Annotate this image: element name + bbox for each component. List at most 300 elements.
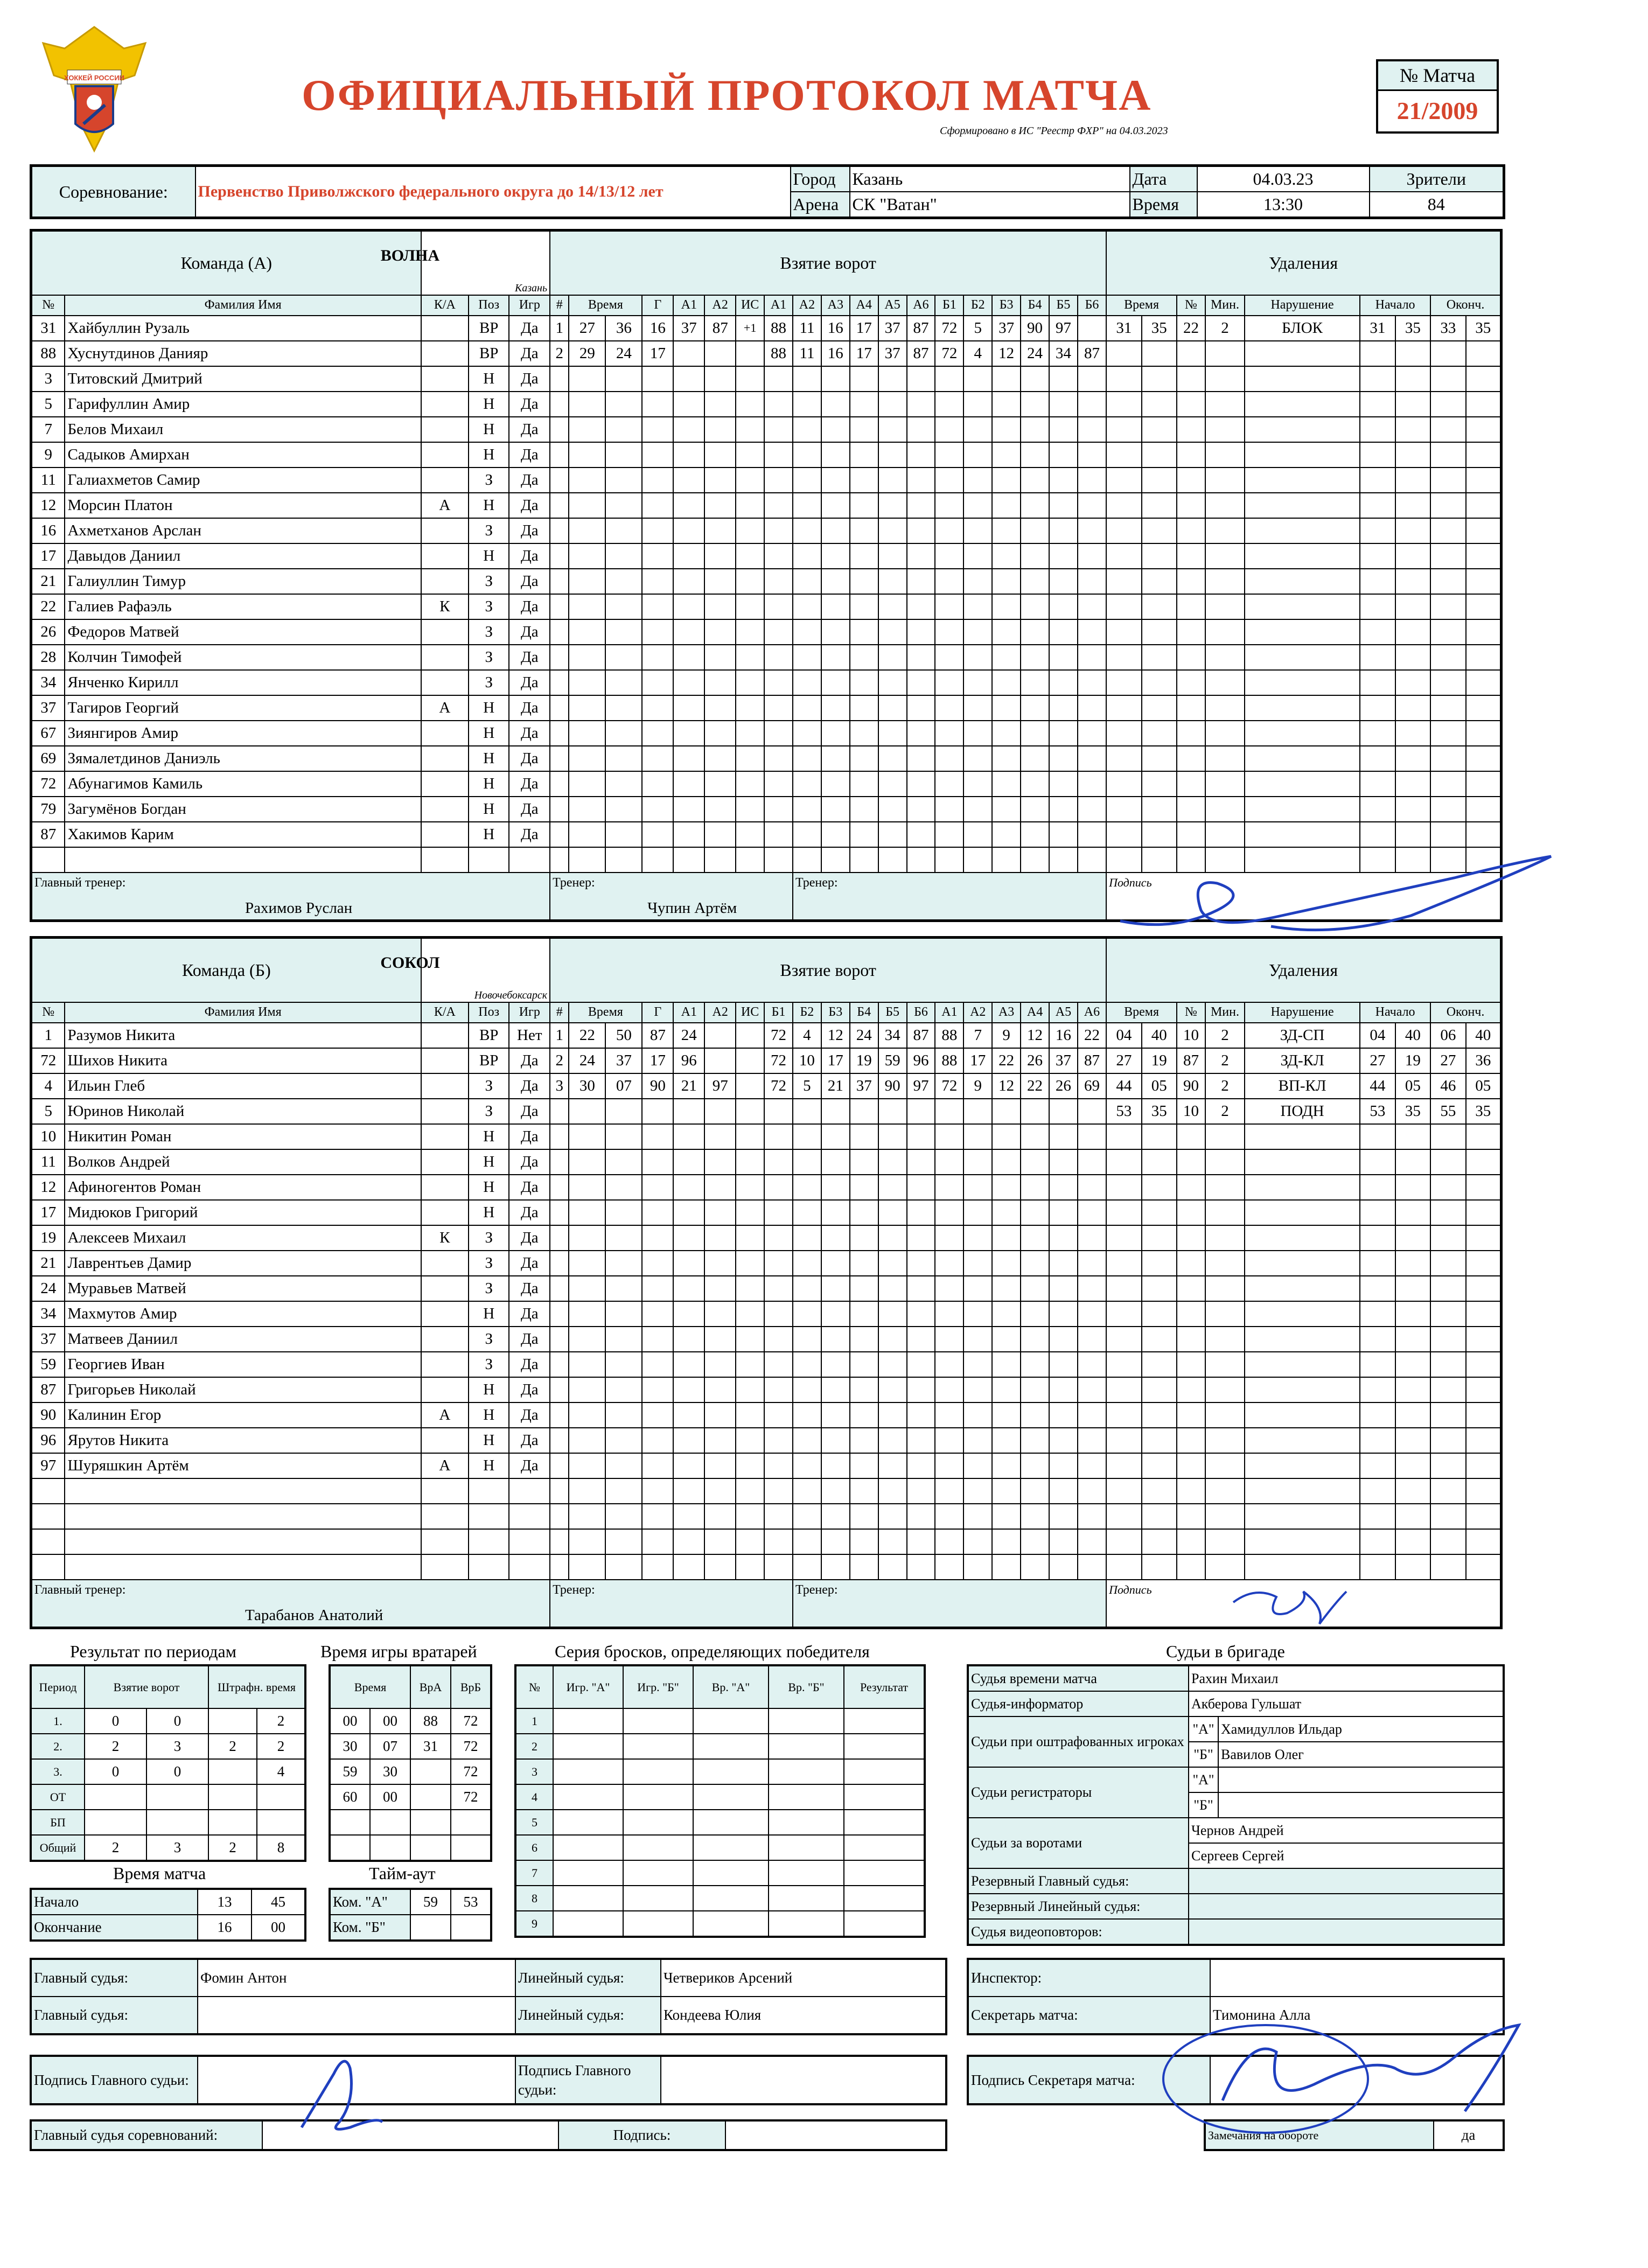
goal-empty-cell bbox=[1021, 467, 1049, 493]
shootout-row-number: 6 bbox=[515, 1835, 553, 1860]
player-name: Махмутов Амир bbox=[65, 1301, 421, 1327]
penalty-empty-cell bbox=[1177, 467, 1205, 493]
col-onice: А1 bbox=[764, 295, 793, 316]
player-row bbox=[31, 366, 1502, 392]
goal-empty-cell bbox=[673, 1099, 704, 1124]
player-row bbox=[31, 1251, 1502, 1276]
penalty-empty-cell bbox=[1430, 797, 1465, 822]
player-row bbox=[31, 670, 1502, 695]
goal-empty-cell bbox=[673, 1504, 704, 1529]
goal-empty-cell bbox=[1021, 771, 1049, 797]
timeout-b-second bbox=[451, 1915, 491, 1941]
player-position: Н bbox=[469, 1377, 509, 1402]
goal-empty-cell bbox=[673, 467, 704, 493]
player-captain bbox=[421, 1149, 469, 1175]
player-played: Да bbox=[509, 442, 550, 467]
goal-empty-cell bbox=[1078, 1529, 1106, 1554]
goal-situation bbox=[736, 1073, 764, 1099]
goals-header: Взятие ворот bbox=[550, 938, 1106, 1002]
goal-empty-cell bbox=[704, 366, 736, 392]
goal-empty-cell bbox=[878, 1327, 907, 1352]
reserve-linesman-name bbox=[1189, 1894, 1504, 1919]
goal-empty-cell bbox=[550, 1402, 569, 1428]
goal-empty-cell bbox=[963, 695, 992, 721]
goal-empty-cell bbox=[550, 619, 569, 645]
goal-empty-cell bbox=[821, 1149, 850, 1175]
goal-empty-cell bbox=[793, 1099, 821, 1124]
col-onice: Б4 bbox=[850, 1002, 878, 1023]
spectators-label: Зрители bbox=[1370, 166, 1504, 192]
goal-empty-cell bbox=[605, 746, 642, 771]
penalty-empty-cell bbox=[1360, 1301, 1395, 1327]
goalie-b-header: ВрБ bbox=[451, 1665, 491, 1708]
goal-onice-player: 16 bbox=[1049, 1023, 1078, 1048]
player-number: 11 bbox=[31, 467, 65, 493]
goal-empty-cell bbox=[704, 771, 736, 797]
penalty-empty-cell bbox=[1395, 619, 1430, 645]
penalty-minute: 04 bbox=[1106, 1023, 1141, 1048]
goal-empty-cell bbox=[1049, 1327, 1078, 1352]
goal-empty-cell bbox=[736, 822, 764, 847]
period-pim-b bbox=[257, 1810, 305, 1835]
timeout-a-second: 53 bbox=[451, 1889, 491, 1915]
goal-empty-cell bbox=[935, 1327, 963, 1352]
goal-empty-cell bbox=[569, 822, 605, 847]
goal-empty-cell bbox=[878, 467, 907, 493]
penalty-empty-cell bbox=[1466, 695, 1502, 721]
goal-empty-cell bbox=[764, 771, 793, 797]
penbox-a-name: Хамидуллов Ильдар bbox=[1218, 1716, 1504, 1742]
goal-empty-cell bbox=[1021, 645, 1049, 670]
goal-empty-cell bbox=[736, 1276, 764, 1301]
player-captain bbox=[421, 1175, 469, 1200]
period-goals-a bbox=[85, 1810, 146, 1835]
goal-empty-cell bbox=[878, 1175, 907, 1200]
goal-onice-player: 21 bbox=[821, 1073, 850, 1099]
goal-empty-cell bbox=[569, 1428, 605, 1453]
goal-empty-cell bbox=[673, 1149, 704, 1175]
goal-empty-cell bbox=[992, 670, 1021, 695]
player-played: Да bbox=[509, 1251, 550, 1276]
player-position bbox=[469, 847, 509, 873]
player-name: Гарифуллин Амир bbox=[65, 392, 421, 417]
period-pim-b: 8 bbox=[257, 1835, 305, 1861]
chief-signature-cell bbox=[725, 2120, 946, 2150]
goal-assist-2: 87 bbox=[704, 316, 736, 341]
goal-empty-cell bbox=[963, 1175, 992, 1200]
goal-empty-cell bbox=[1021, 417, 1049, 442]
goal-empty-cell bbox=[550, 518, 569, 543]
penalty-empty-cell bbox=[1106, 341, 1141, 366]
player-position: Н bbox=[469, 721, 509, 746]
player-position: Н bbox=[469, 771, 509, 797]
goal-scorer: 17 bbox=[642, 1048, 673, 1073]
goal-empty-cell bbox=[569, 417, 605, 442]
goal-empty-cell bbox=[878, 366, 907, 392]
goal-empty-cell bbox=[992, 1554, 1021, 1580]
goal-empty-cell bbox=[1049, 1529, 1078, 1554]
timeout-b-minute bbox=[410, 1915, 451, 1941]
penalty-empty-cell bbox=[1205, 1327, 1245, 1352]
goal-onice-player: 10 bbox=[793, 1048, 821, 1073]
goal-onice-player: 37 bbox=[878, 341, 907, 366]
player-row bbox=[31, 341, 1502, 366]
player-name: Загумёнов Богдан bbox=[65, 797, 421, 822]
goal-empty-cell bbox=[963, 1453, 992, 1478]
penalty-empty-cell bbox=[1430, 1276, 1465, 1301]
penalty-empty-cell bbox=[1245, 1504, 1360, 1529]
goal-empty-cell bbox=[569, 1402, 605, 1428]
goal-empty-cell bbox=[569, 1554, 605, 1580]
player-captain: А bbox=[421, 1453, 469, 1478]
goal-empty-cell bbox=[878, 1124, 907, 1149]
player-row bbox=[31, 1200, 1502, 1225]
penalty-empty-cell bbox=[1177, 695, 1205, 721]
goal-empty-cell bbox=[878, 619, 907, 645]
goal-onice-player: 90 bbox=[1021, 316, 1049, 341]
referee-signatures-table bbox=[30, 2055, 947, 2105]
penalty-empty-cell bbox=[1395, 341, 1430, 366]
head-coach-name: Тарабанов Анатолий bbox=[245, 1607, 383, 1624]
player-number: 24 bbox=[31, 1276, 65, 1301]
signature-label: Подпись bbox=[1109, 1582, 1152, 1596]
penalty-empty-cell bbox=[1142, 695, 1177, 721]
goal-empty-cell bbox=[878, 1200, 907, 1225]
penalty-empty-cell bbox=[1430, 1453, 1465, 1478]
goal-empty-cell bbox=[704, 1428, 736, 1453]
goal-empty-cell bbox=[605, 1402, 642, 1428]
goal-empty-cell bbox=[935, 493, 963, 518]
penalty-empty-cell bbox=[1430, 569, 1465, 594]
timeout-a-minute: 59 bbox=[410, 1889, 451, 1915]
penalty-empty-cell bbox=[1177, 1402, 1205, 1428]
penalty-empty-cell bbox=[1142, 442, 1177, 467]
col-pos: Поз bbox=[469, 295, 509, 316]
penalty-empty-cell bbox=[1360, 1327, 1395, 1352]
goal-empty-cell bbox=[963, 645, 992, 670]
goal-empty-cell bbox=[673, 417, 704, 442]
penalty-empty-cell bbox=[1466, 1352, 1502, 1377]
goal-empty-cell bbox=[992, 1149, 1021, 1175]
penalty-empty-cell bbox=[1106, 746, 1141, 771]
goal-empty-cell bbox=[992, 1276, 1021, 1301]
goal-empty-cell bbox=[673, 1453, 704, 1478]
goal-empty-cell bbox=[793, 1327, 821, 1352]
goal-empty-cell bbox=[736, 670, 764, 695]
goal-empty-cell bbox=[673, 569, 704, 594]
player-captain bbox=[421, 721, 469, 746]
penalty-empty-cell bbox=[1205, 1529, 1245, 1554]
penalty-empty-cell bbox=[1106, 594, 1141, 619]
goal-empty-cell bbox=[878, 822, 907, 847]
penalty-empty-cell bbox=[1360, 1276, 1395, 1301]
goal-empty-cell bbox=[992, 1352, 1021, 1377]
goalie-second: 00 bbox=[370, 1784, 410, 1810]
player-number: 12 bbox=[31, 493, 65, 518]
goal-empty-cell bbox=[642, 1377, 673, 1402]
goal-empty-cell bbox=[736, 1327, 764, 1352]
goal-empty-cell bbox=[704, 594, 736, 619]
player-played: Да bbox=[509, 366, 550, 392]
goal-empty-cell bbox=[673, 1327, 704, 1352]
goal-empty-cell bbox=[736, 392, 764, 417]
arena-label: Арена bbox=[791, 192, 850, 218]
penalty-empty-cell bbox=[1360, 1478, 1395, 1504]
goal-empty-cell bbox=[764, 1149, 793, 1175]
goal-empty-cell bbox=[569, 1251, 605, 1276]
goal-empty-cell bbox=[1049, 1402, 1078, 1428]
goal-empty-cell bbox=[935, 594, 963, 619]
penalty-empty-cell bbox=[1360, 594, 1395, 619]
goal-empty-cell bbox=[850, 1504, 878, 1529]
goal-empty-cell bbox=[764, 366, 793, 392]
shootout-cell bbox=[769, 1734, 844, 1759]
scorer-a-name bbox=[1218, 1767, 1504, 1792]
goal-empty-cell bbox=[1049, 695, 1078, 721]
goal-scorer: 17 bbox=[642, 341, 673, 366]
penalty-empty-cell bbox=[1106, 543, 1141, 569]
penalty-empty-cell bbox=[1466, 670, 1502, 695]
goal-onice-player: 17 bbox=[963, 1048, 992, 1073]
col-play: Игр bbox=[509, 295, 550, 316]
player-name: Зиянгиров Амир bbox=[65, 721, 421, 746]
penalty-empty-cell bbox=[1245, 619, 1360, 645]
goal-empty-cell bbox=[642, 746, 673, 771]
penalty-empty-cell bbox=[1106, 569, 1141, 594]
goal-empty-cell bbox=[821, 543, 850, 569]
player-position: Н bbox=[469, 1402, 509, 1428]
player-row bbox=[31, 1225, 1502, 1251]
player-number bbox=[31, 847, 65, 873]
shootout-header: Результат bbox=[844, 1665, 925, 1708]
goal-assist-1 bbox=[673, 341, 704, 366]
goal-empty-cell bbox=[793, 1504, 821, 1529]
goal-empty-cell bbox=[793, 645, 821, 670]
shootout-cell bbox=[623, 1810, 693, 1835]
player-number bbox=[31, 1504, 65, 1529]
goal-empty-cell bbox=[821, 1428, 850, 1453]
goal-empty-cell bbox=[736, 1225, 764, 1251]
col-pos: Поз bbox=[469, 1002, 509, 1023]
goal-empty-cell bbox=[736, 518, 764, 543]
player-row bbox=[31, 1377, 1502, 1402]
goal-empty-cell bbox=[992, 1175, 1021, 1200]
reserve-referee-label: Резервный Главный судья: bbox=[968, 1868, 1189, 1894]
penalty-empty-cell bbox=[1395, 645, 1430, 670]
penalty-empty-cell bbox=[1360, 695, 1395, 721]
goal-empty-cell bbox=[1078, 1276, 1106, 1301]
scorers-label: Судьи регистраторы bbox=[968, 1767, 1189, 1818]
goal-empty-cell bbox=[764, 1225, 793, 1251]
player-number: 3 bbox=[31, 366, 65, 392]
player-position: Н bbox=[469, 392, 509, 417]
goal-empty-cell bbox=[550, 594, 569, 619]
player-played: Да bbox=[509, 1327, 550, 1352]
penalty-empty-cell bbox=[1142, 1200, 1177, 1225]
goal-empty-cell bbox=[793, 569, 821, 594]
goal-scorer: 90 bbox=[642, 1073, 673, 1099]
goal-empty-cell bbox=[793, 392, 821, 417]
penalty-empty-cell bbox=[1205, 670, 1245, 695]
player-row bbox=[31, 569, 1502, 594]
goal-empty-cell bbox=[764, 1251, 793, 1276]
goal-empty-cell bbox=[963, 1529, 992, 1554]
goal-empty-cell bbox=[992, 467, 1021, 493]
shootout-cell bbox=[769, 1784, 844, 1810]
goal-empty-cell bbox=[1049, 1352, 1078, 1377]
goal-empty-cell bbox=[850, 1453, 878, 1478]
goal-empty-cell bbox=[963, 467, 992, 493]
shootout-cell bbox=[844, 1708, 925, 1734]
col-onice: Б5 bbox=[1049, 295, 1078, 316]
match-end-minute: 00 bbox=[252, 1915, 305, 1941]
goal-empty-cell bbox=[642, 1554, 673, 1580]
penalty-empty-cell bbox=[1430, 392, 1465, 417]
player-played: Да bbox=[509, 569, 550, 594]
goal-empty-cell bbox=[963, 847, 992, 873]
penalty-empty-cell bbox=[1142, 1124, 1177, 1149]
penalty-empty-cell bbox=[1142, 1504, 1177, 1529]
player-name bbox=[65, 1554, 421, 1580]
penalty-empty-cell bbox=[1430, 1554, 1465, 1580]
goal-empty-cell bbox=[673, 1251, 704, 1276]
goal-empty-cell bbox=[642, 822, 673, 847]
goal-empty-cell bbox=[878, 1529, 907, 1554]
goal-empty-cell bbox=[642, 645, 673, 670]
goal-empty-cell bbox=[935, 1377, 963, 1402]
video-judge-label: Судья видеоповторов: bbox=[968, 1919, 1189, 1945]
penalty-empty-cell bbox=[1430, 1200, 1465, 1225]
col-goal-is: ИС bbox=[736, 1002, 764, 1023]
penalty-empty-cell bbox=[1142, 417, 1177, 442]
penbox-tag-b: "Б" bbox=[1189, 1742, 1218, 1767]
penalty-second: 19 bbox=[1142, 1048, 1177, 1073]
goal-empty-cell bbox=[764, 746, 793, 771]
goal-empty-cell bbox=[963, 518, 992, 543]
goal-empty-cell bbox=[821, 1124, 850, 1149]
goal-empty-cell bbox=[569, 645, 605, 670]
player-played: Да bbox=[509, 695, 550, 721]
player-number: 17 bbox=[31, 543, 65, 569]
player-played: Да bbox=[509, 341, 550, 366]
goal-empty-cell bbox=[642, 619, 673, 645]
linesman-2-label: Линейный судья: bbox=[515, 1997, 661, 2034]
shootout-cell bbox=[769, 1708, 844, 1734]
penalty-foul: ЗД-СП bbox=[1245, 1023, 1360, 1048]
player-position: З bbox=[469, 569, 509, 594]
player-number: 9 bbox=[31, 442, 65, 467]
penalty-empty-cell bbox=[1205, 493, 1245, 518]
col-onice: А4 bbox=[850, 295, 878, 316]
goal-empty-cell bbox=[764, 1453, 793, 1478]
goal-empty-cell bbox=[878, 1251, 907, 1276]
penalty-end-minute: 46 bbox=[1430, 1073, 1465, 1099]
penalty-empty-cell bbox=[1142, 341, 1177, 366]
goal-number: 2 bbox=[550, 341, 569, 366]
goal-empty-cell bbox=[963, 1124, 992, 1149]
goal-empty-cell bbox=[992, 1099, 1021, 1124]
col-num: № bbox=[31, 1002, 65, 1023]
goal-empty-cell bbox=[821, 1504, 850, 1529]
penalty-empty-cell bbox=[1177, 569, 1205, 594]
fhr-logo bbox=[32, 16, 156, 162]
goal-empty-cell bbox=[1078, 1225, 1106, 1251]
player-captain: К bbox=[421, 594, 469, 619]
penalty-empty-cell bbox=[1245, 569, 1360, 594]
goal-empty-cell bbox=[736, 417, 764, 442]
goal-empty-cell bbox=[992, 366, 1021, 392]
period-goals-b: 3 bbox=[146, 1734, 208, 1759]
penalty-empty-cell bbox=[1360, 670, 1395, 695]
player-played: Да bbox=[509, 1099, 550, 1124]
penalty-start-second: 35 bbox=[1395, 316, 1430, 341]
shootout-header: Вр. "А" bbox=[693, 1665, 769, 1708]
shootout-cell bbox=[623, 1759, 693, 1784]
player-row bbox=[31, 771, 1502, 797]
penalty-empty-cell bbox=[1177, 1276, 1205, 1301]
goal-empty-cell bbox=[963, 417, 992, 442]
goal-empty-cell bbox=[605, 771, 642, 797]
penalty-empty-cell bbox=[1466, 467, 1502, 493]
penalty-empty-cell bbox=[1142, 645, 1177, 670]
goal-empty-cell bbox=[907, 771, 935, 797]
goal-empty-cell bbox=[673, 797, 704, 822]
goal-empty-cell bbox=[550, 1327, 569, 1352]
penalty-empty-cell bbox=[1430, 1301, 1465, 1327]
goal-empty-cell bbox=[793, 771, 821, 797]
period-pim-a: 2 bbox=[208, 1734, 257, 1759]
goal-empty-cell bbox=[1021, 1276, 1049, 1301]
goal-empty-cell bbox=[850, 569, 878, 594]
goal-empty-cell bbox=[821, 645, 850, 670]
player-name bbox=[65, 1504, 421, 1529]
goal-empty-cell bbox=[642, 1225, 673, 1251]
goal-empty-cell bbox=[1049, 1428, 1078, 1453]
col-ka: К/А bbox=[421, 295, 469, 316]
goal-onice-player: 12 bbox=[821, 1023, 850, 1048]
goal-empty-cell bbox=[1049, 847, 1078, 873]
goal-empty-cell bbox=[673, 1478, 704, 1504]
penalty-empty-cell bbox=[1466, 569, 1502, 594]
goal-empty-cell bbox=[992, 569, 1021, 594]
goal-empty-cell bbox=[1021, 1478, 1049, 1504]
player-played: Да bbox=[509, 1402, 550, 1428]
goal-empty-cell bbox=[605, 1175, 642, 1200]
penalty-empty-cell bbox=[1205, 543, 1245, 569]
goal-empty-cell bbox=[550, 1124, 569, 1149]
goal-empty-cell bbox=[1049, 1554, 1078, 1580]
goal-assist-1: 96 bbox=[673, 1048, 704, 1073]
shootout-header: Игр. "А" bbox=[553, 1665, 623, 1708]
goal-empty-cell bbox=[992, 1453, 1021, 1478]
goal-empty-cell bbox=[963, 721, 992, 746]
penalty-empty-cell bbox=[1430, 341, 1465, 366]
referee-signature-label: Подпись Главного судьи: bbox=[31, 2056, 198, 2104]
goal-empty-cell bbox=[550, 1251, 569, 1276]
player-name: Григорьев Николай bbox=[65, 1377, 421, 1402]
col-onice: Б2 bbox=[963, 295, 992, 316]
player-captain bbox=[421, 467, 469, 493]
goal-empty-cell bbox=[935, 822, 963, 847]
goal-empty-cell bbox=[821, 493, 850, 518]
penalty-empty-cell bbox=[1142, 670, 1177, 695]
player-played: Да bbox=[509, 1149, 550, 1175]
penalty-empty-cell bbox=[1205, 645, 1245, 670]
goal-empty-cell bbox=[605, 1453, 642, 1478]
goal-empty-cell bbox=[793, 746, 821, 771]
goal-empty-cell bbox=[569, 1478, 605, 1504]
player-number: 59 bbox=[31, 1352, 65, 1377]
